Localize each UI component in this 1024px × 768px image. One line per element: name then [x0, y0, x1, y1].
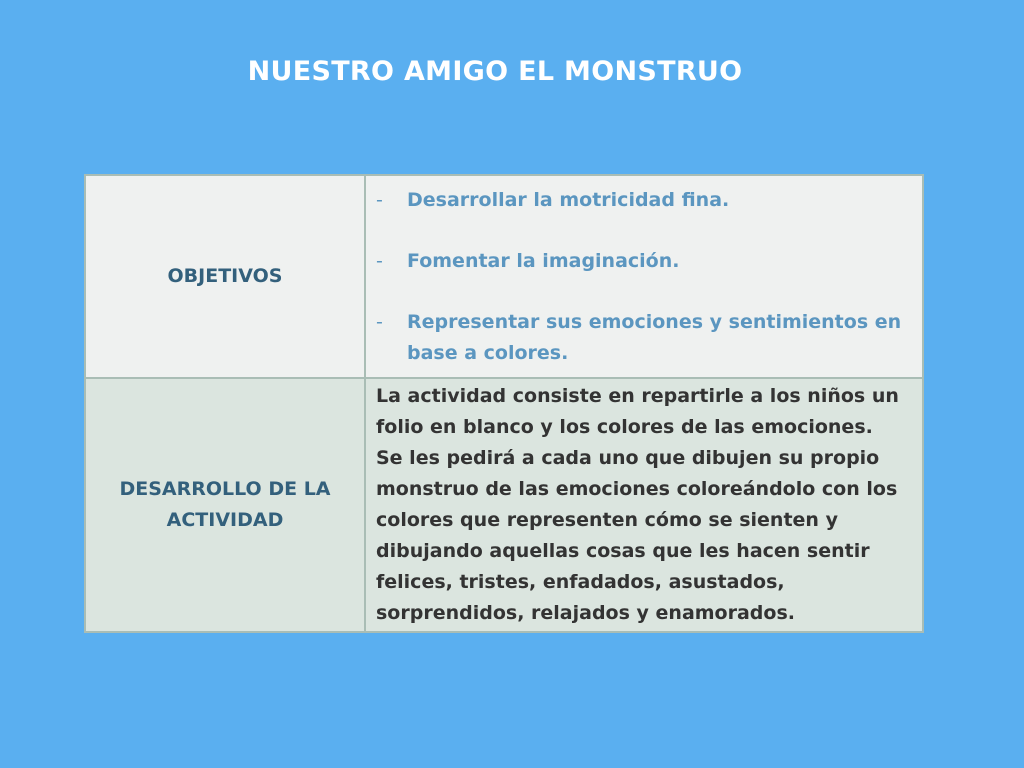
bullet-dash: - — [376, 249, 383, 272]
objective-item — [376, 246, 902, 277]
objectives-content — [365, 175, 923, 378]
development-content — [365, 378, 923, 632]
objective-item — [376, 307, 902, 369]
objectives-list — [376, 185, 902, 369]
development-text: La actividad consiste en repartirle a los niños un folio en blanco y los colores de las emociones. Se les pedirá a cada uno que dibujen su propio monstruo de las emociones coloreándolo con los colores que representen cómo se sienten y dibujando aquellas cosas que les hacen sentir felices, tristes, enfadados, asustados, sorprendidos, relajados y enamorados. — [376, 385, 899, 624]
objective-text: Representar sus emociones y sentimientos en base a colores. — [407, 310, 902, 364]
development-row — [85, 378, 923, 632]
page-title: NUESTRO AMIGO EL MONSTRUO — [247, 56, 743, 87]
bullet-dash: - — [376, 310, 383, 333]
objective-item — [376, 185, 902, 216]
development-label: DESARROLLO DE LA ACTIVIDAD — [85, 378, 365, 632]
objectives-row — [85, 175, 923, 378]
objective-text: Fomentar la imaginación. — [407, 249, 680, 272]
bullet-dash: - — [376, 188, 383, 211]
objective-text: Desarrollar la motricidad fina. — [407, 188, 730, 211]
objectives-label: OBJETIVOS — [85, 175, 365, 378]
activity-table — [84, 174, 924, 633]
